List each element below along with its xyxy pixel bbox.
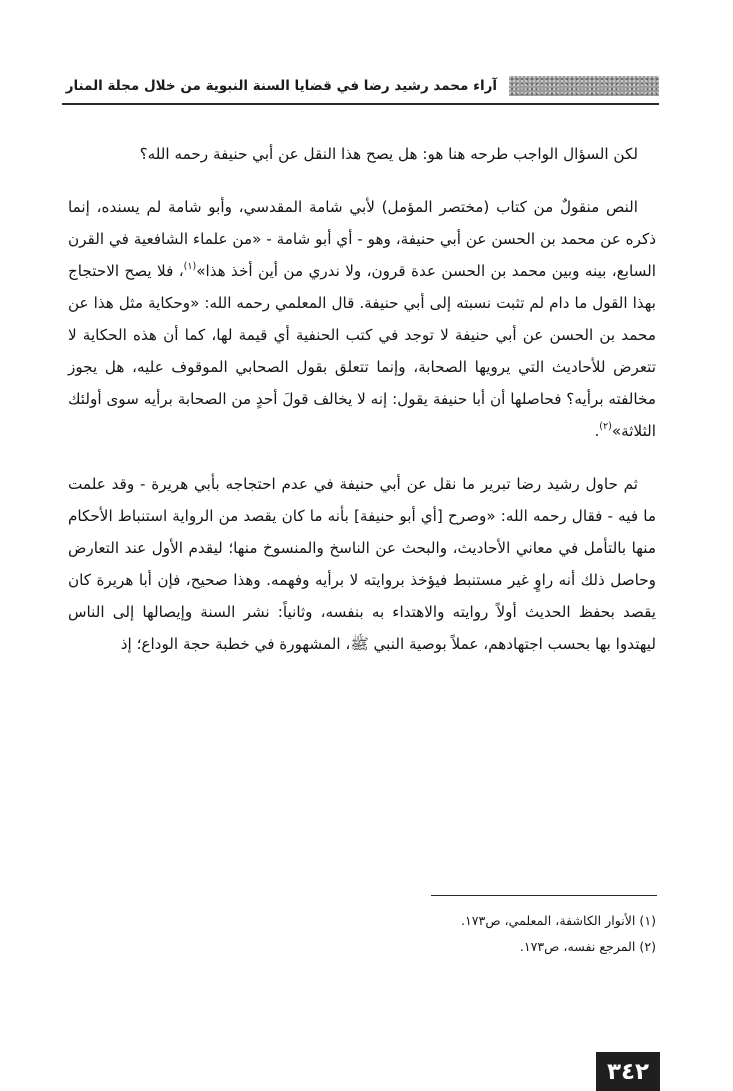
footnote-1: (١) الأنوار الكاشفة، المعلمي، ص١٧٣.: [461, 913, 656, 928]
paragraph-3: [68, 468, 656, 660]
paragraph-text: النص منقولٌ من كتاب (مختصر المؤمل) لأبي شامة المقدسي، وأبو شامة لم يسنده، إنما ذكره عن محمد بن الحسن عن أبي حنيفة، وهو - أي أبو شامة - «من علماء الشافعية في القرن السابع، بينه وبين محمد بن الحسن عدة قرون، ولا ندري من أين أخذ هذا»: [68, 198, 656, 280]
paragraph-text: ، فلا يصح الاحتجاج بهذا القول ما دام لم تثبت نسبته إلى أبي حنيفة. قال المعلمي رحمه الله: «وحكاية مثل هذا عن محمد بن الحسن عن أبي حنيفة لا توجد في كتب الحنفية أي قيمة لها، كما أن هذه الحكاية لا تتعرض للأحاديث التي يرويها الصحابة، وإنما تتعلق بقول الصحابي الموقوف عليه، هل يجوز مخالفته برأيه؟ فحاصلها أن أبا حنيفة يقول: إنه لا يخالف قولَ أحدٍ من الصحابة برأيه سوى أولئك الثلاثة»: [68, 262, 656, 440]
running-header: [62, 73, 659, 99]
footnotes: [236, 908, 656, 960]
footnote-marker[interactable]: (١): [183, 261, 197, 272]
header-decorative-bar: [509, 76, 659, 96]
footnote-marker[interactable]: (٢): [599, 421, 612, 432]
page-number: ٣٤٢: [596, 1052, 660, 1091]
paragraph-2: [68, 191, 656, 447]
header-divider: [62, 103, 659, 105]
paragraph-text: .: [594, 422, 600, 440]
paragraph-1: [68, 138, 656, 170]
main-text: [68, 138, 656, 681]
running-header-title: آراء محمد رشيد رضا في قضايا السنة النبوية من خلال مجلة المنار: [65, 78, 497, 94]
paragraph-text: لكن السؤال الواجب طرحه هنا هو: هل يصح هذا النقل عن أبي حنيفة رحمه الله؟: [139, 145, 638, 163]
footnote-2: (٢) المرجع نفسه، ص١٧٣.: [519, 939, 656, 954]
paragraph-text: ثم حاول رشيد رضا تبرير ما نقل عن أبي حنيفة في عدم احتجاجه بأبي هريرة - وقد علمت ما فيه - فقال رحمه الله: «وصرح [أي أبو حنيفة] بأنه ما كان يقصد من الرواية استنباط الأحكام منها بالتأمل في معاني الأحاديث، والبحث عن الناسخ والمنسوخ منها؛ ليقدم الأول عند التعارض وحاصل ذلك أنه راوٍ غير مستنبط فيؤخذ بروايته لا برأيه وفهمه. وهذا صحيح، فإن أبا هريرة كان يقصد بحفظ الحديث أولاً روايته والاهتداء به بنفسه، وثانياً: نشر السنة وإيصالها إلى الناس ليهتدوا بها بحسب اجتهادهم، عملاً بوصية النبي ﷺ، المشهورة في خطبة حجة الوداع؛ إذ: [68, 475, 656, 653]
footnote-divider: [431, 895, 657, 896]
